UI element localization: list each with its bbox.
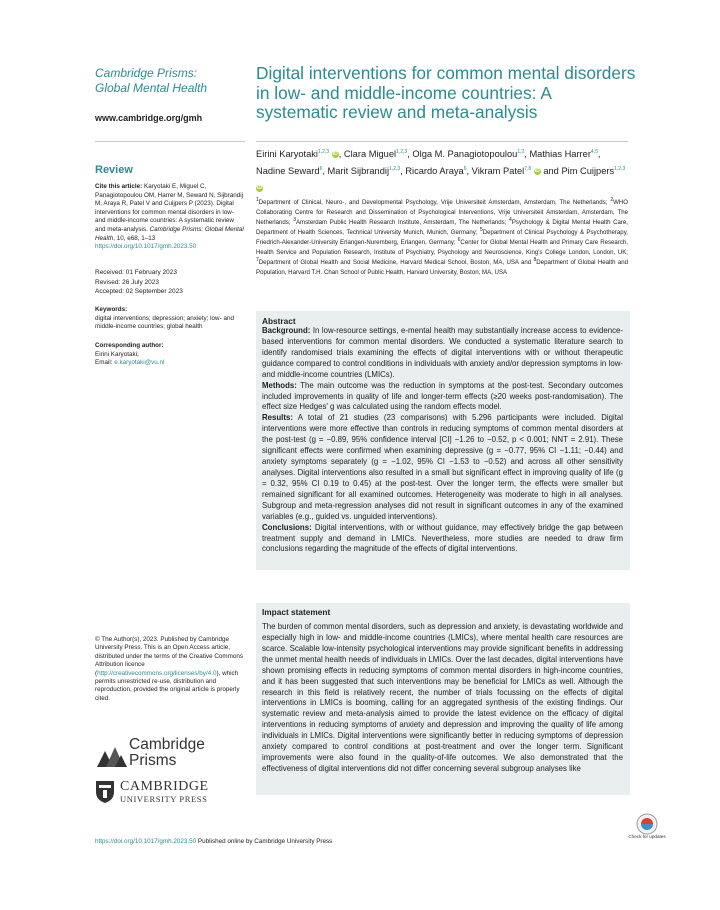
results-text: A total of 21 studies (23 comparisons) with 5.296 participants were included. Digital interventions were more effective than controls in reducing symptoms of common mental disorders at the post-test (g = −0.89, 95% confidence interval [CI] −1.26 to −0.52, p < 0.001; NNT = 2.91). These significant effects were confirmed when examining depressive (g = −0.77, 95% CI −1.11; −0.44) and anxiety symptoms separately (g = −1.02, 95% CI −1.53 to −0.52) and across all other sensitivity analyses. Digital interventions also resulted in a small but significant effect in improving quality of life (g = 0.32, 95% CI 0.19 to 0.45) at the post-test. Over the longer term, the effects were smaller but remained significant for all examined outcomes. Heterogeneity was moderate to high in all analyses. Subgroup and meta-regression analyses did not result in significant outcomes in any of the examined variables (e.g., guided vs. unguided interventions). — [262, 413, 623, 521]
author-name[interactable]: Marit Sijbrandij — [327, 166, 390, 176]
affiliations — [256, 198, 628, 278]
prisms-icon — [95, 737, 129, 771]
author-affiliation-sup: 1,2 — [517, 148, 525, 155]
abstract-methods — [262, 381, 623, 414]
author-name[interactable]: Pim Cuijpers — [561, 166, 615, 176]
author-name[interactable]: Eirini Karyotaki — [256, 149, 319, 159]
cambridge-university-press-logo — [95, 778, 245, 808]
abstract-results — [262, 413, 623, 522]
logo-cup-line2: UNIVERSITY PRESS — [120, 794, 208, 804]
keywords-label: Keywords: — [95, 306, 128, 313]
logo-prisms-line1: Cambridge — [129, 736, 205, 753]
crossmark-badge[interactable] — [632, 813, 662, 845]
methods-text: The main outcome was the reduction in symptoms at the post-test. Secondary outcomes included improvements in quality of life and longer-term effects (≥20 weeks post-randomisation). The effect size Hedges' g was calculated using the random effects model. — [262, 380, 623, 412]
orcid-icon[interactable]: iD — [257, 185, 262, 192]
affiliation-text: WHO Collaborating Centre for Research and Dissemination of Psychological Interventions, Vrije Universiteit Amsterdam, Amsterdam, The Netherlands; — [256, 199, 628, 226]
affiliation-number: 6 — [457, 236, 461, 243]
affiliation-number: 1 — [256, 196, 259, 203]
page-footer — [95, 838, 332, 845]
accepted-date: Accepted: 02 September 2023 — [95, 288, 183, 295]
license-lead: © The Author(s), 2023. Published by Cambridge University Press. This is an Open Access article, distributed under the terms of the Creative Commons Attribution licence ( — [95, 636, 244, 677]
abstract-background — [262, 326, 623, 381]
cite-text: Karyotaki E, Miguel C, Panagiotopoulou OM, Harrer M, Seward N, Sijbrandij M, Araya R, Patel V and Cuijpers P (2023). Digital interventions for common mental disorders in low- and middle-income countries: A systematic review and meta-analysis. — [95, 183, 244, 233]
author-list: Eirini Karyotaki$^{1,2,3}$ iD, Clara Miguel$^{1,2,3}$, Olga M. Panagiotopoulou$^{1,2}$, Mathias Harrer$^{4,5}$, Nadine Seward$^6$, Marit Sijbrandij$^{1,2,3}$, Ricardo Araya$^6$, Vikram Patel$^{7,8}$ iD and Pim Cuijpers$^{1,2,3}$ iD — [256, 148, 626, 192]
affiliation-text: Amsterdam Public Health Research Institute, Amsterdam, The Netherlands; — [295, 219, 510, 226]
author-name[interactable]: Vikram Patel — [471, 166, 525, 176]
corresponding-name: Eirini Karyotaki; — [95, 350, 139, 358]
author-name[interactable]: Ricardo Araya — [405, 166, 464, 176]
author-name[interactable]: Mathias Harrer — [529, 149, 591, 159]
revised-date: Revised: 26 July 2023 — [95, 278, 159, 286]
cite-journal: Cambridge Prisms: Global Mental Health — [95, 225, 244, 242]
crossmark-icon — [632, 813, 662, 835]
orcid-icon[interactable]: iD — [332, 151, 338, 158]
dates-block — [95, 268, 245, 297]
license-link[interactable]: http://creativecommons.org/licenses/by/4.0 — [97, 669, 217, 677]
author-name[interactable]: Nadine Seward — [256, 166, 320, 176]
affiliation-text: Psychology & Digital Mental Health Care, Department of Health Sciences, Technical University Munich, Munich, Germany; — [256, 219, 628, 236]
affiliation-text: Center for Global Mental Health and Primary Care Research, Health Service and Population Research, Institute of Psychiatry, Psychology and Neuroscience, King's College London, London, UK; — [256, 239, 628, 256]
author-affiliation-sup: 6 — [319, 165, 323, 172]
background-label: Background: — [262, 326, 311, 335]
author-affiliation-sup: 1,2,3 — [389, 165, 401, 172]
email-label: Email: — [95, 359, 113, 367]
divider — [95, 141, 245, 142]
crest-icon — [95, 780, 115, 804]
affiliation-text: Department of Clinical Psychology & Psychotherapy, Friedrich-Alexander-University Erlangen-Nuremberg, Erlangen, Germany; — [256, 229, 628, 246]
corresponding-block — [95, 342, 245, 368]
divider — [256, 141, 628, 142]
impact-paragraph: The burden of common mental disorders, such as depression and anxiety, is devastating worldwide and especially high in low- and middle-income countries (LMICs), where mental health care resources are scarce. Scalable low-intensity psychological interventions may provide significant benefits in addressing the unmet mental health needs of individuals in LMICs. Over the last decades, digital interventions have shown promising effects in reducing symptoms of common mental disorders in high-income countries, and it has been suggested that such interventions may be beneficial for LMICs as well. Although the research in this field is relatively recent, the number of trials focussing on the effects of digital interventions in LMICs is booming, calling for an aggregated synthesis of the existing findings. Our systematic review and meta-analysis aimed to provide the latest evidence on the efficacy of digital interventions in reducing symptoms of anxiety and depression and improving the quality of life among individuals in LMICs. Digital interventions were significantly better in reducing symptoms of depression anxiety compared to control conditions at post-treatment and over the longer term. Significant improvements were also found in the quality-of-life outcomes. We also demonstrated that the effectiveness of digital interventions did not differ concerning several subgroup analyses like — [262, 622, 623, 773]
article-title: Digital interventions for common mental disorders in low- and middle-income countries: A systematic review and meta-analysis — [256, 63, 636, 122]
affiliation-number: 7 — [256, 256, 259, 263]
author-affiliation-sup: 1,2,3 — [396, 148, 408, 155]
affiliation-text: Department of Global Health and Population, Harvard T.H. Chan School of Public Health, Harvard University, Boston, MA, USA — [256, 259, 628, 276]
results-label: Results: — [262, 413, 293, 423]
journal-url[interactable]: www.cambridge.org/gmh — [95, 113, 203, 123]
license-block — [95, 636, 245, 703]
author-affiliation-sup: 7,8 — [524, 165, 532, 172]
affiliation-number: 3 — [293, 216, 296, 223]
keywords-block — [95, 306, 245, 332]
affiliation-number: 8 — [533, 256, 537, 263]
author-affiliation-sup: 1,2,3 — [318, 148, 330, 155]
received-date: Received: 01 February 2023 — [95, 269, 178, 276]
license-tail: ), which permits unrestricted re-use, distribution and reproduction, provided the original article is properly cited. — [95, 669, 240, 702]
affiliation-number: 2 — [610, 196, 614, 203]
author-affiliation-sup: 1,2,3 — [614, 165, 626, 172]
cite-label: Cite this article: — [95, 183, 143, 190]
background-text: In low-resource settings, e-mental health may substantially increase access to evidence-based interventions for common mental disorders. We conducted a systematic literature search to identify randomised trials examining the effects of digital interventions with or without therapeutic guidance compared to control conditions in individuals with anxiety and/or depression symptoms in low- and middle-income countries (LMICs). — [262, 326, 623, 379]
article-type: Review — [95, 164, 133, 176]
logo-prisms-line2: Prisms — [129, 752, 177, 769]
affiliation-text: Department of Global Health and Social Medicine, Harvard Medical School, Boston, MA, USA and — [258, 259, 534, 266]
footer-text: Published online by Cambridge University Press — [196, 838, 333, 845]
conclusions-label: Conclusions: — [262, 522, 312, 532]
methods-label: Methods: — [262, 380, 297, 390]
logo-cup-line1: CAMBRIDGE — [120, 779, 209, 794]
affiliation-number: 5 — [479, 226, 483, 233]
email-link[interactable]: e.karyotaki@vu.nl — [114, 359, 165, 367]
conclusions-text: Digital interventions, with or without guidance, may effectively bridge the gap between treatment supply and demand in LMICs. Nevertheless, more studies are needed to draw firm conclusions regarding the magnitude of the effects of digital interventions. — [262, 522, 623, 554]
impact-text — [262, 622, 623, 775]
abstract-heading: Abstract — [262, 316, 296, 326]
corresponding-label: Corresponding author: — [95, 342, 164, 349]
cite-doi-link[interactable]: https://doi.org/10.1017/gmh.2023.50 — [95, 243, 197, 251]
crossmark-label: Check for updates — [628, 834, 666, 839]
cambridge-prisms-logo — [95, 737, 245, 771]
cite-pages: , 10, e68, 1–13 — [113, 234, 156, 242]
affiliation-number: 4 — [509, 216, 512, 223]
journal-name: Cambridge Prisms: Global Mental Health — [95, 66, 208, 95]
impact-heading: Impact statement — [262, 607, 331, 617]
abstract-conclusions — [262, 523, 623, 556]
author-name[interactable]: Olga M. Panagiotopoulou — [412, 149, 518, 159]
author-name[interactable]: Clara Miguel — [343, 149, 397, 159]
author-affiliation-sup: 4,5 — [590, 148, 598, 155]
footer-doi-link[interactable]: https://doi.org/10.1017/gmh.2023.50 — [95, 838, 197, 845]
orcid-icon[interactable]: iD — [534, 168, 540, 175]
abstract-text — [262, 326, 623, 555]
author-affiliation-sup: 6 — [463, 165, 467, 172]
keywords-text: digital interventions; depression; anxiety; low- and middle-income countries; global health — [95, 314, 234, 331]
affiliation-text: Department of Clinical, Neuro-, and Developmental Psychology, Vrije Universiteit Amsterdam, Amsterdam, The Netherlands; — [258, 199, 611, 206]
citation-block — [95, 183, 245, 252]
